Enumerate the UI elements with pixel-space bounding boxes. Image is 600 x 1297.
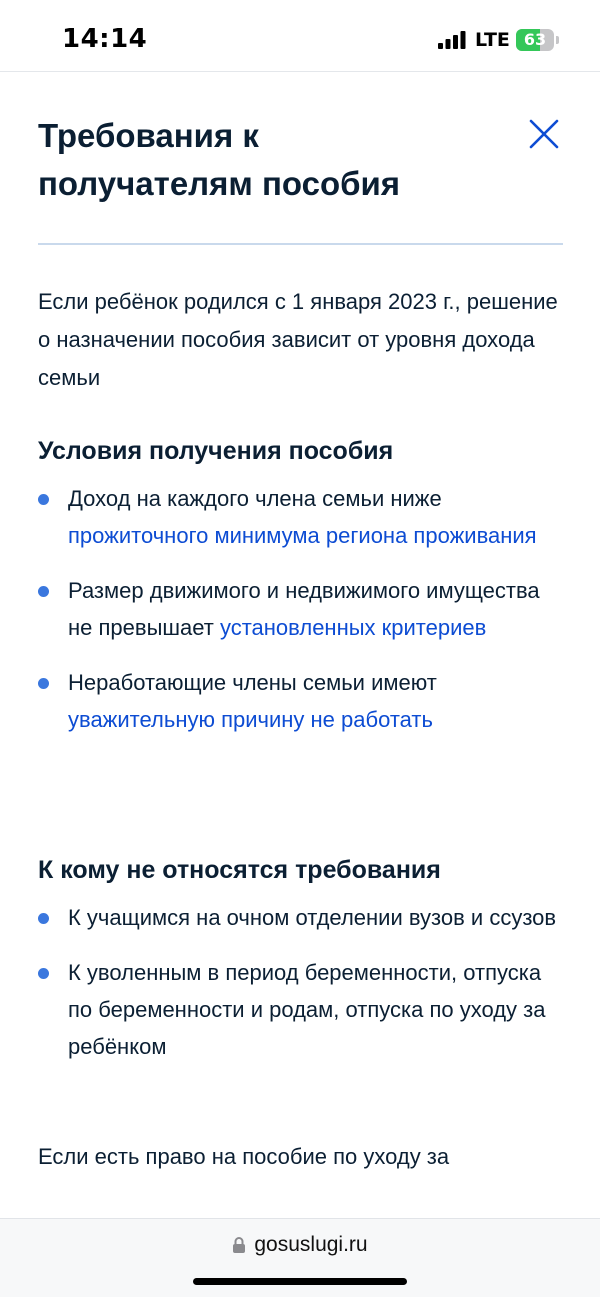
address-bar[interactable] [0, 1233, 600, 1257]
conditions-heading: Условия получения пособия [38, 437, 394, 465]
battery-icon [516, 29, 560, 51]
list-item [38, 572, 568, 646]
lock-icon [232, 1236, 246, 1254]
network-type: LTE [475, 29, 510, 51]
exception-text: К учащимся на очном отделении вузов и ссузов [68, 905, 557, 930]
exceptions-list [38, 899, 568, 1083]
condition-text: Неработающие члены семьи имеют [68, 670, 437, 695]
link-subsistence-minimum[interactable]: прожиточного минимума региона проживания [68, 523, 537, 548]
battery-percent: 63 [523, 30, 547, 49]
home-indicator[interactable] [193, 1278, 407, 1285]
close-icon [522, 112, 566, 156]
status-bar [0, 0, 600, 72]
title-divider [38, 243, 563, 245]
exceptions-heading: К кому не относятся требования [38, 856, 441, 884]
link-established-criteria[interactable]: установленных критериев [219, 615, 487, 640]
list-item [38, 480, 568, 554]
bullet-dot [38, 494, 49, 505]
list-item [38, 664, 568, 738]
browser-bar [0, 1218, 600, 1297]
url-text: gosuslugi.ru [254, 1233, 368, 1256]
condition-text: Доход на каждого члена семьи ниже [68, 486, 442, 511]
signal-icon [438, 31, 466, 49]
status-time: 14:14 [62, 24, 148, 54]
intro-text: Если ребёнок родился с 1 января 2023 г., решение о назначении пособия зависит от уровня дохода семьи [38, 289, 558, 390]
bullet-dot [38, 913, 49, 924]
sheet-title: Требования к получателям пособия [38, 117, 401, 202]
close-button[interactable] [522, 112, 566, 156]
conditions-list [38, 480, 568, 756]
exception-text: К уволенным в период беременности, отпуска по беременности и родам, отпуска по уходу за ребёнком [68, 960, 546, 1059]
link-valid-reason[interactable]: уважительную причину не работать [68, 707, 433, 732]
list-item [38, 954, 568, 1065]
list-item [38, 899, 568, 936]
condition-text: Размер движимого и недвижимого имущества не превышает [68, 578, 540, 640]
bullet-dot [38, 968, 49, 979]
bullet-dot [38, 586, 49, 597]
tail-text: Если есть право на пособие по уходу за [38, 1144, 450, 1169]
bullet-dot [38, 678, 49, 689]
